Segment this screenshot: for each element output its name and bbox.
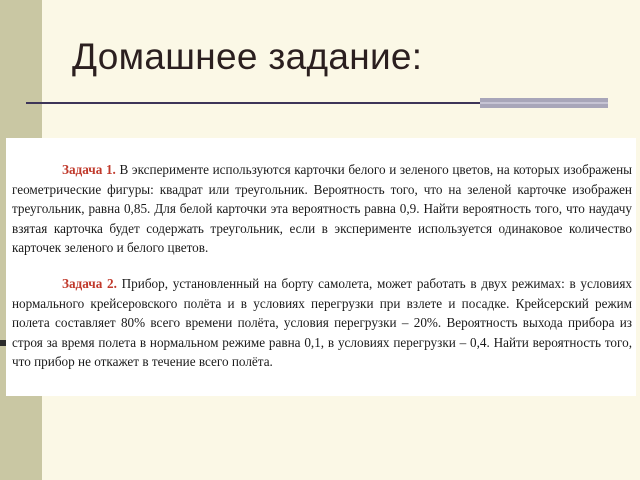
slide-title: Домашнее задание: xyxy=(72,36,423,77)
task-1-label: Задача 1. xyxy=(62,162,116,177)
homework-document xyxy=(6,138,636,396)
task-2-label: Задача 2. xyxy=(62,276,117,291)
bullet-marker xyxy=(0,340,6,346)
task-1-text: В эксперименте используются карточки белого и зеленого цветов, на которых изображены геометрические фигуры: квадрат или треугольник. Вероятность того, что на зеленой карточке изображен треугольник, равна 0,85. Для белой карточки эта вероятность равна 0,9. Найти вероятность того, что наудачу взятая карточка будет содержать треугольник, если в эксперименте используется одинаковое количество карточек зеленого и белого цветов. xyxy=(12,162,632,255)
task-2-text: Прибор, установленный на борту самолета, может работать в двух режимах: в условиях нормального крейсеровского полёта и в условиях перегрузки при взлете и посадке. Крейсерский режим полета составляет 80% всего времени полёта, условия перегрузки – 20%. Вероятность выхода прибора из строя за время полета в нормальном режиме равна 0,1, в условиях перегрузки – 0,4. Найти вероятность того, что прибор не откажет в течение всего полёта. xyxy=(12,276,632,369)
task-2 xyxy=(12,274,632,372)
task-1 xyxy=(12,160,632,258)
title-accent-bar xyxy=(480,98,608,108)
